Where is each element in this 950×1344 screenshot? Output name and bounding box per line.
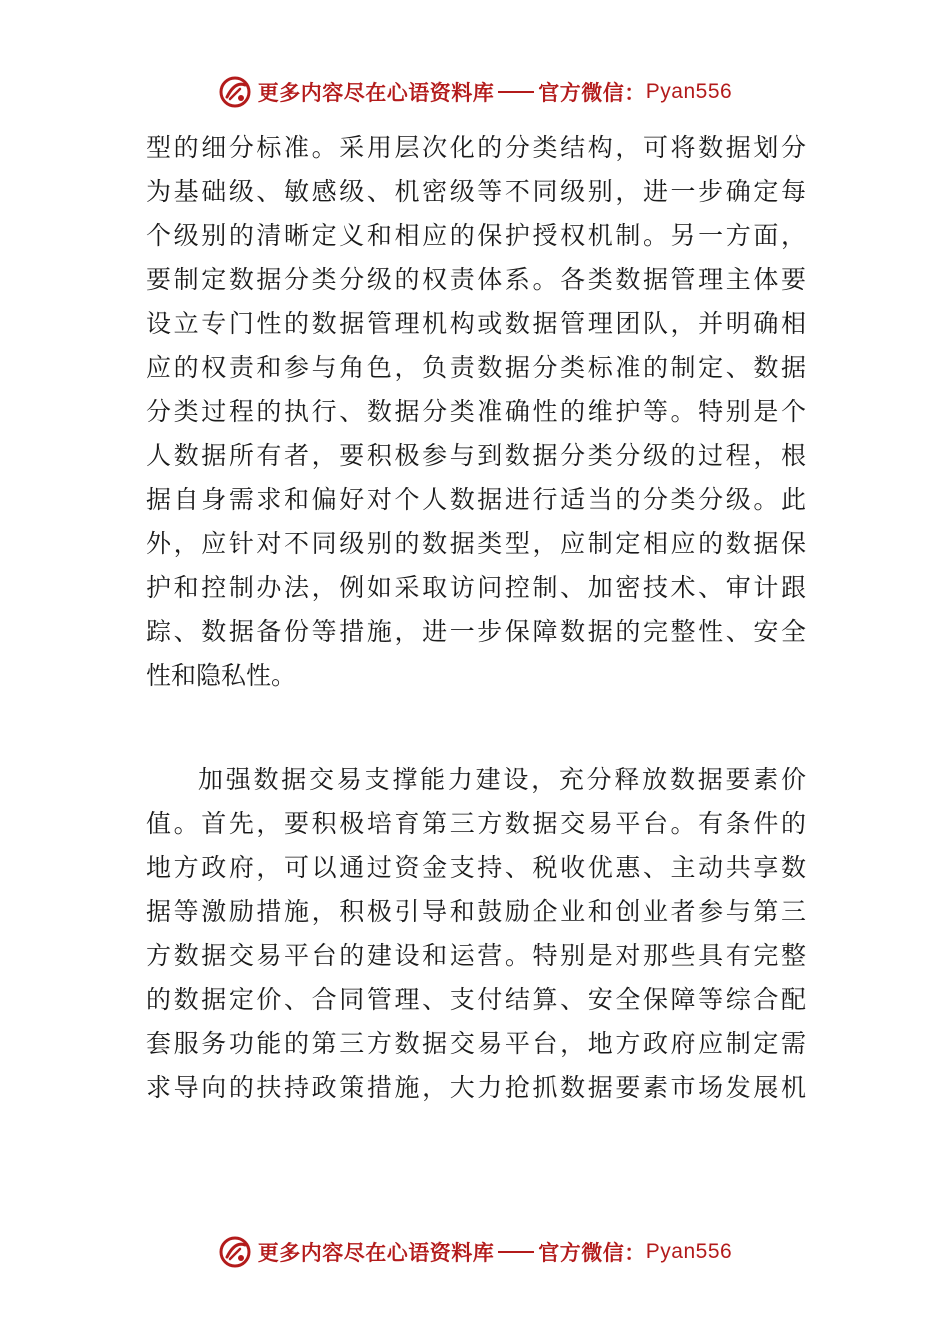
text-line: 要制定数据分类分级的权责体系。各类数据管理主体要 (146, 265, 806, 294)
text-line: 据自身需求和偏好对个人数据进行适当的分类分级。此 (146, 485, 806, 514)
text-line: 地方政府，可以通过资金支持、税收优惠、主动共享数 (146, 853, 806, 882)
text-line: 设立专门性的数据管理机构或数据管理团队，并明确相 (146, 309, 806, 338)
text-line: 护和控制办法，例如采取访问控制、加密技术、审计跟 (146, 573, 806, 602)
banner-title: 更多内容尽在心语资料库 (257, 1240, 495, 1265)
text-line: 的数据定价、合同管理、支付结算、安全保障等综合配 (146, 985, 806, 1014)
document-body (146, 126, 806, 1110)
logo-icon (218, 75, 252, 109)
text-line: 据等激励措施，积极引导和鼓励企业和创业者参与第三 (146, 897, 806, 926)
text-line: 外，应针对不同级别的数据类型，应制定相应的数据保 (146, 529, 806, 558)
banner-wechat-label: 官方微信： (538, 80, 646, 105)
banner-title: 更多内容尽在心语资料库 (257, 80, 495, 105)
text-line: 应的权责和参与角色，负责数据分类标准的制定、数据 (146, 353, 806, 382)
banner-dash (498, 91, 534, 93)
banner-wechat-handle: Pyan556 (645, 1240, 733, 1263)
text-line: 为基础级、敏感级、机密级等不同级别，进一步确定每 (146, 177, 806, 206)
text-line: 值。首先，要积极培育第三方数据交易平台。有条件的 (146, 809, 806, 838)
text-line: 人数据所有者，要积极参与到数据分类分级的过程，根 (146, 441, 806, 470)
text-line: 性和隐私性。 (146, 661, 297, 690)
text-line: 求导向的扶持政策措施，大力抢抓数据要素市场发展机 (146, 1073, 806, 1102)
banner-wechat-handle: Pyan556 (645, 80, 733, 103)
text-line: 型的细分标准。采用层次化的分类结构，可将数据划分 (146, 133, 806, 162)
text-line: 个级别的清晰定义和相应的保护授权机制。另一方面， (146, 221, 806, 250)
banner-dash (498, 1251, 534, 1253)
text-line: 方数据交易平台的建设和运营。特别是对那些具有完整 (146, 941, 806, 970)
banner-wechat-label: 官方微信： (538, 1240, 646, 1265)
header-watermark-banner (0, 72, 950, 112)
logo-icon (218, 1235, 252, 1269)
text-line: 踪、数据备份等措施，进一步保障数据的完整性、安全 (146, 617, 806, 646)
text-line: 套服务功能的第三方数据交易平台，地方政府应制定需 (146, 1029, 806, 1058)
paragraph-2 (146, 758, 806, 1110)
paragraph-1 (146, 126, 806, 698)
text-line: 分类过程的执行、数据分类准确性的维护等。特别是个 (146, 397, 806, 426)
text-line: 加强数据交易支撑能力建设，充分释放数据要素价 (198, 765, 806, 794)
paragraph-gap (146, 698, 806, 758)
footer-watermark-banner (0, 1232, 950, 1272)
